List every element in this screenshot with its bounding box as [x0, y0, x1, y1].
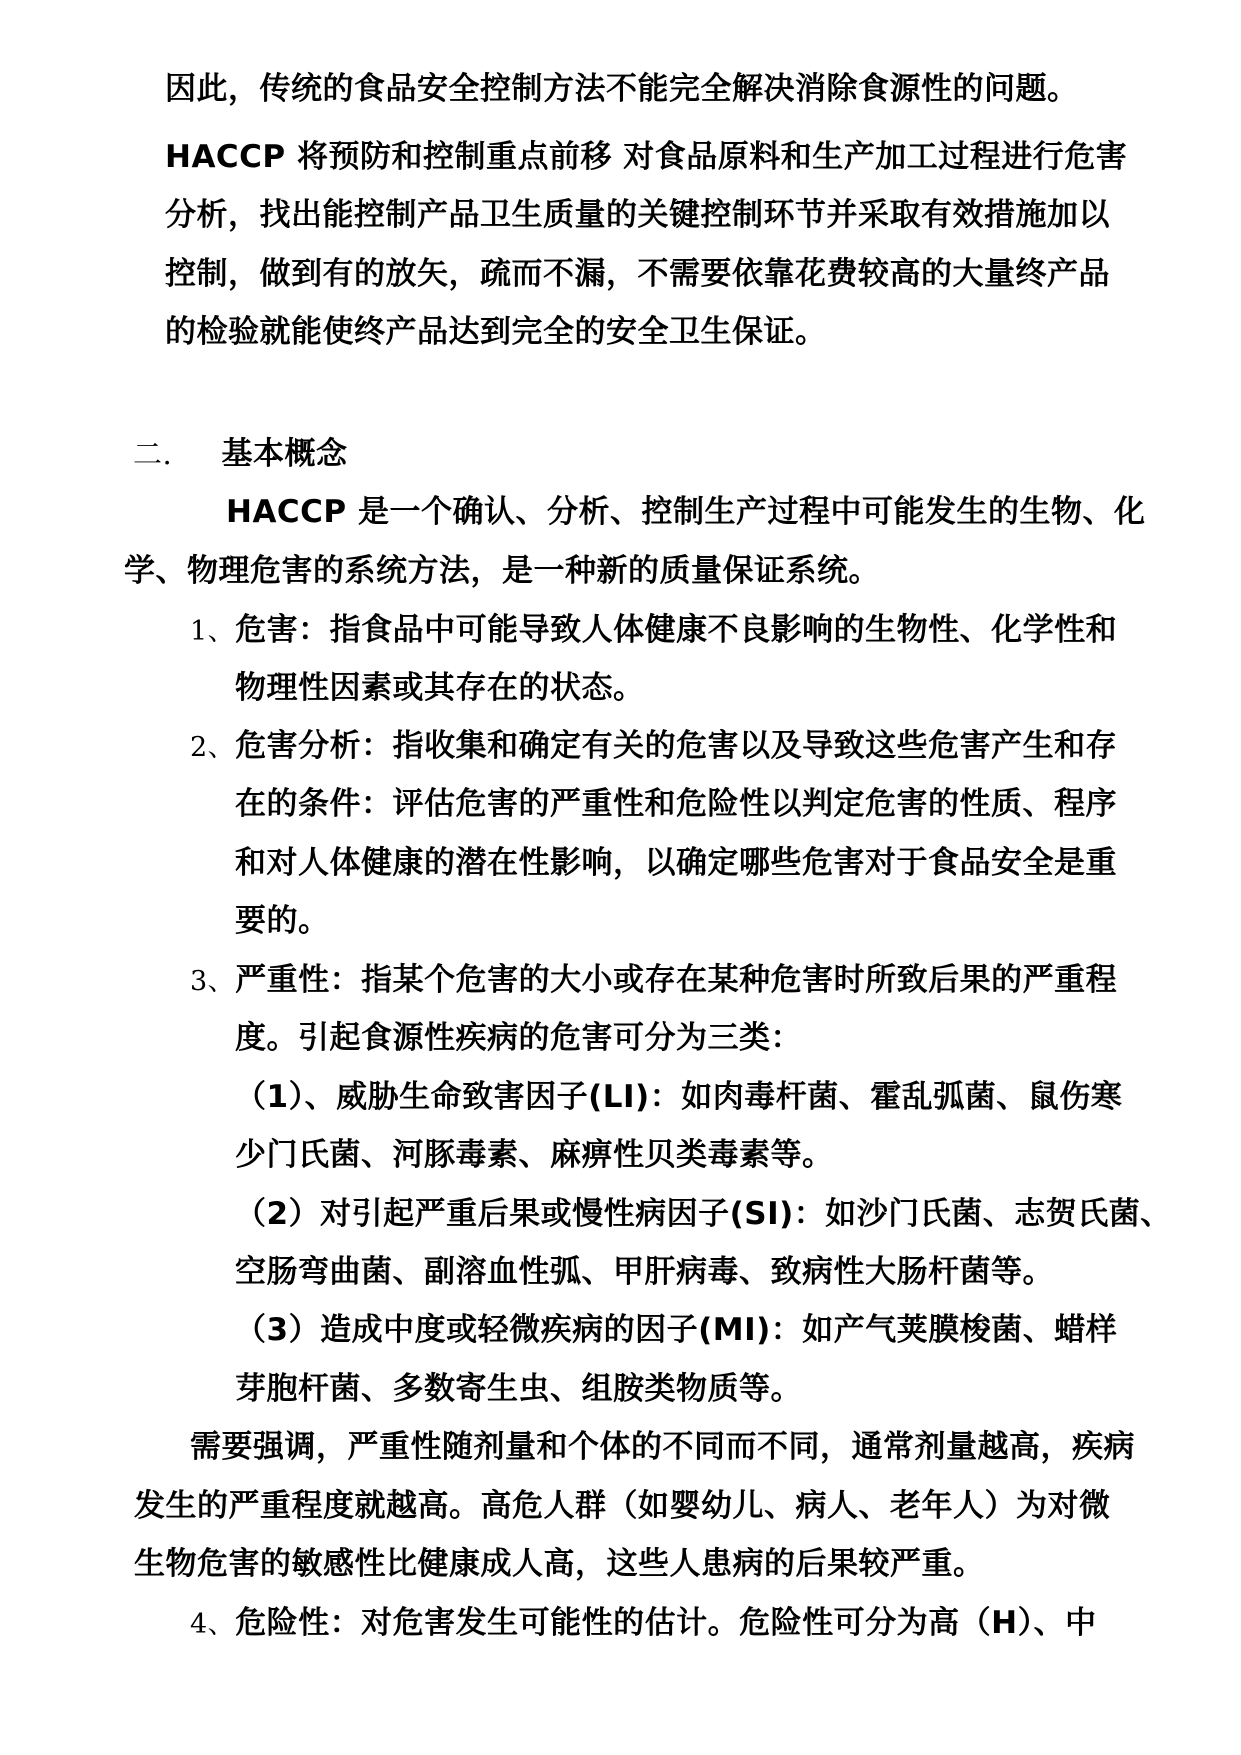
intro-line-3: 分析，找出能控制产品卫生质量的关键控制环节并采取有效措施加以 [165, 197, 1110, 233]
intro-line-2: HACCP 将预防和控制重点前移 对食品原料和生产加工过程进行危害 [165, 139, 1128, 175]
emphasis-line-1: 需要强调，严重性随剂量和个体的不同而不同，通常剂量越高，疾病 [190, 1429, 1135, 1465]
item-2-line-3: 和对人体健康的潜在性影响，以确定哪些危害对于食品安全是重 [235, 845, 1117, 881]
subitem-2-line-1: （2）对引起严重后果或慢性病因子(SI)：如沙门氏菌、志贺氏菌、 [235, 1196, 1172, 1232]
intro-line-1: 因此，传统的食品安全控制方法不能完全解决消除食源性的问题。 [165, 71, 1079, 107]
item-3-line-1 [190, 960, 1117, 1002]
item-4-line-1 [190, 1603, 1097, 1645]
subitem-3-line-1: （3）造成中度或轻微疾病的因子(MI)：如产气荚膜梭菌、蜡样 [235, 1312, 1118, 1348]
section-heading [133, 434, 348, 474]
item-3-text: 严重性：指某个危害的大小或存在某种危害时所致后果的严重程 [235, 962, 1118, 998]
item-3-number: 3、 [190, 966, 236, 997]
item-4-number: 4、 [190, 1609, 236, 1640]
intro-line-5: 的检验就能使终产品达到完全的安全卫生保证。 [165, 314, 827, 350]
definition-line-1: HACCP 是一个确认、分析、控制生产过程中可能发生的生物、化 [226, 494, 1146, 530]
emphasis-line-3: 生物危害的敏感性比健康成人高，这些人患病的后果较严重。 [134, 1546, 985, 1582]
item-2-line-4: 要的。 [235, 903, 330, 939]
subitem-1-line-1: （1）、威胁生命致害因子(LI)：如肉毒杆菌、霍乱弧菌、鼠伤寒 [235, 1079, 1123, 1115]
item-1-line-2: 物理性因素或其存在的状态。 [235, 670, 645, 706]
section-number: 二. [133, 437, 173, 471]
emphasis-line-2: 发生的严重程度就越高。高危人群（如婴幼儿、病人、老年人）为对微 [134, 1488, 1111, 1524]
item-2-line-1 [190, 726, 1117, 768]
intro-line-4: 控制，做到有的放矢，疏而不漏，不需要依靠花费较高的大量终产品 [165, 256, 1110, 292]
section-title: 基本概念 [221, 436, 348, 472]
subitem-3-line-2: 芽胞杆菌、多数寄生虫、组胺类物质等。 [235, 1371, 802, 1407]
item-4-text: 危险性：对危害发生可能性的估计。危险性可分为高（H）、中 [235, 1605, 1097, 1641]
definition-line-2: 学、物理危害的系统方法，是一种新的质量保证系统。 [124, 553, 880, 589]
item-1-line-1 [190, 610, 1117, 652]
subitem-1-line-2: 少门氏菌、河豚毒素、麻痹性贝类毒素等。 [235, 1137, 834, 1173]
item-3-line-2: 度。引起食源性疾病的危害可分为三类： [235, 1020, 802, 1056]
item-1-text: 危害：指食品中可能导致人体健康不良影响的生物性、化学性和 [235, 612, 1118, 648]
item-2-line-2: 在的条件：评估危害的严重性和危险性以判定危害的性质、程序 [235, 786, 1117, 822]
item-2-text: 危害分析：指收集和确定有关的危害以及导致这些危害产生和存 [235, 728, 1118, 764]
item-1-number: 1、 [190, 616, 236, 647]
item-2-number: 2、 [190, 732, 236, 763]
subitem-2-line-2: 空肠弯曲菌、副溶血性弧、甲肝病毒、致病性大肠杆菌等。 [235, 1254, 1054, 1290]
